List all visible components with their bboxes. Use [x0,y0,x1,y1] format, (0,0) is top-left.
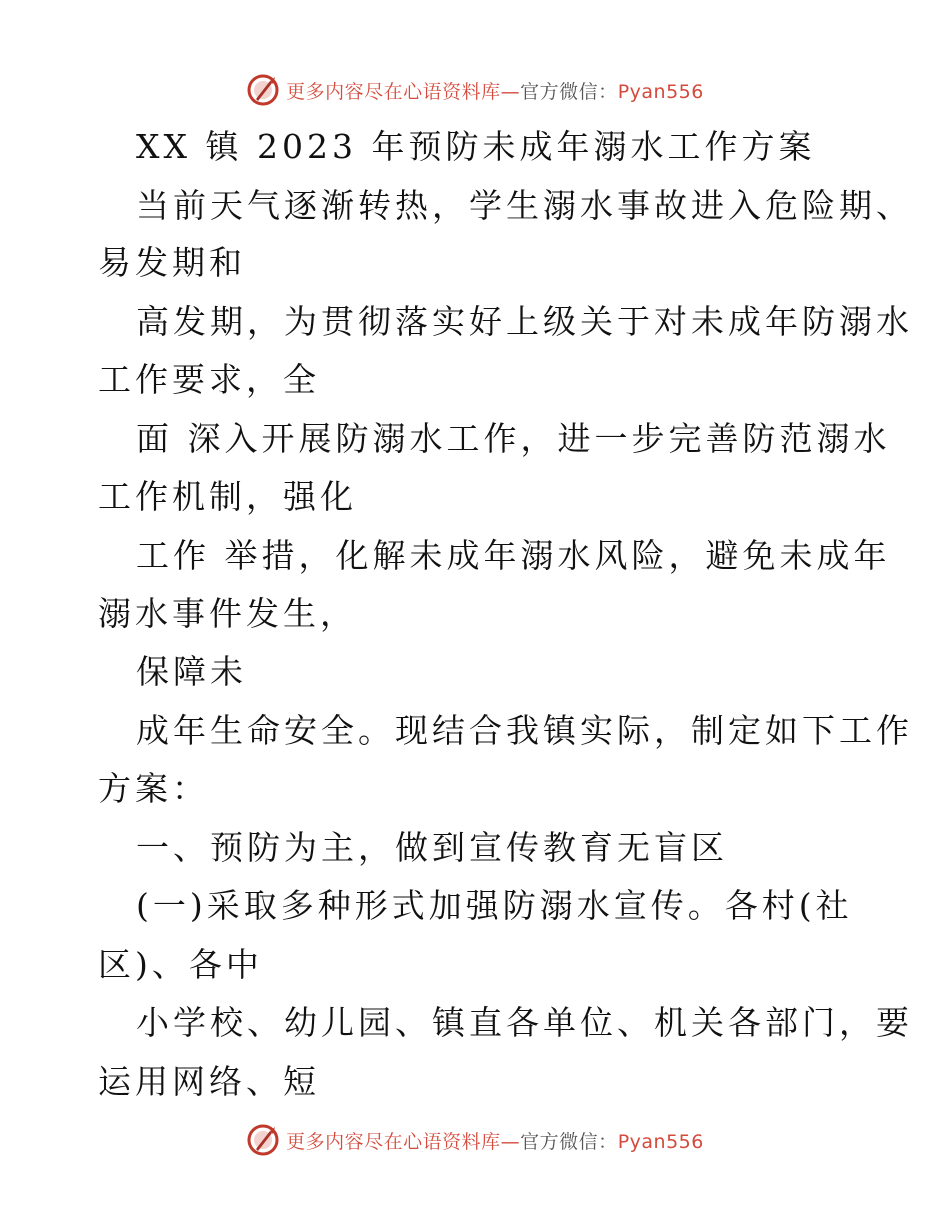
paragraph-line: 小学校、幼儿园、镇直各单位、机关各部门，要 [136,1003,913,1042]
paragraph-line: 成年生命安全。现结合我镇实际，制定如下工作 [136,711,913,750]
paragraph-line: 方案： [98,769,209,808]
paragraph-line: 工作要求，全 [98,360,320,399]
paragraph-line: 工作 举措，化解未成年溺水风险，避免未成年 [136,536,891,575]
section-heading: 一、预防为主，做到宣传教育无盲区 [136,828,728,867]
paragraph-line: 溺水事件发生， [98,594,357,633]
paragraph-line: 高发期，为贯彻落实好上级关于对未成年防溺水 [136,302,913,341]
watermark-header [0,70,950,110]
paragraph-line: 区)、各中 [98,945,263,984]
quill-seal-icon [246,73,280,107]
paragraph-line: 面 深入开展防溺水工作，进一步完善防范溺水 [136,419,891,458]
document-title: XX 镇 2023 年预防未成年溺水工作方案 [136,127,816,166]
watermark-text: 更多内容尽在心语资料库—官方微信：Pyan556 [286,1130,704,1153]
watermark-footer [0,1120,950,1160]
paragraph-line: 易发期和 [98,243,246,282]
watermark-text: 更多内容尽在心语资料库—官方微信：Pyan556 [286,80,704,103]
subsection-heading: (一)采取多种形式加强防溺水宣传。各村(社 [136,886,853,925]
paragraph-line: 当前天气逐渐转热，学生溺水事故进入危险期、 [136,186,913,225]
paragraph-line: 工作机制，强化 [98,477,357,516]
quill-seal-icon [246,1123,280,1157]
paragraph-line: 运用网络、短 [98,1062,320,1101]
paragraph-line: 保障未 [136,652,247,691]
